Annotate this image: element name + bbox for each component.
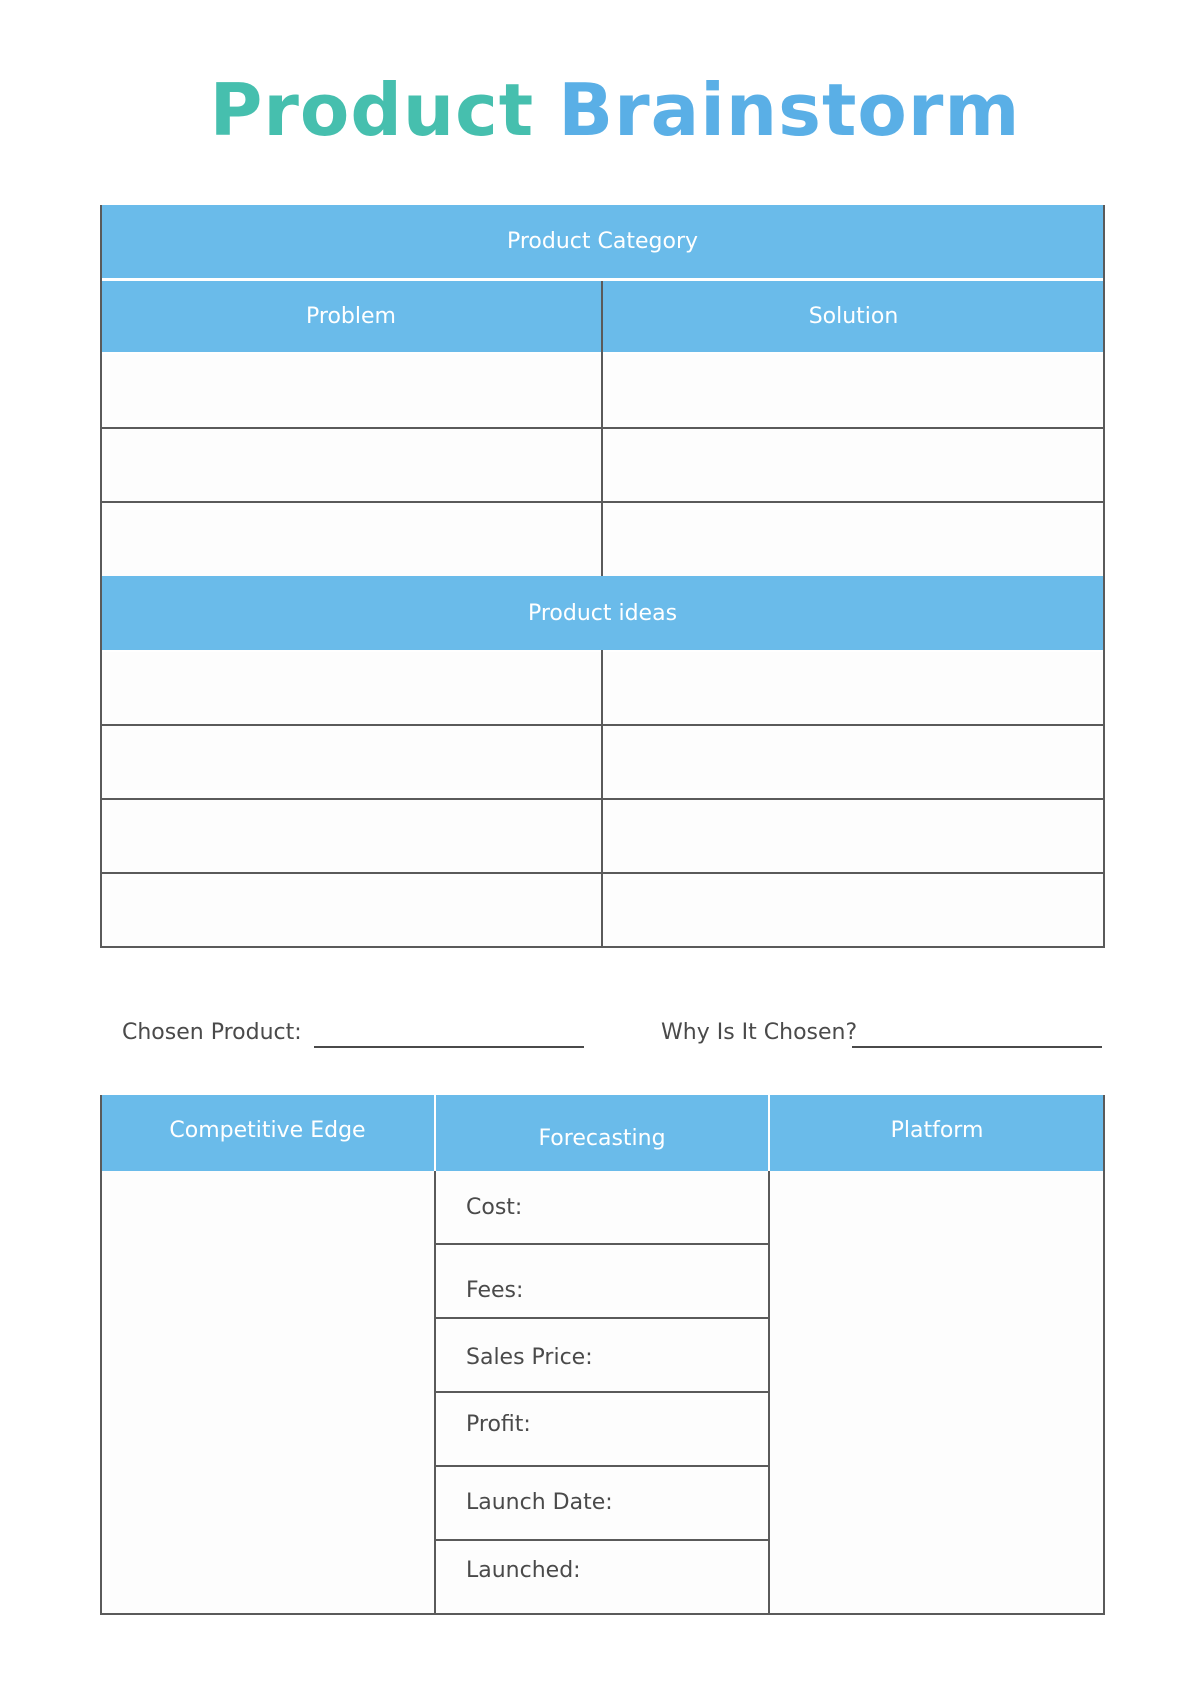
header-divider	[768, 1095, 770, 1171]
forecast-right-border	[768, 1171, 770, 1615]
forecast-label-launch-date: Launch Date:	[466, 1490, 613, 1515]
chosen-product-label: Chosen Product:	[122, 1020, 302, 1045]
idea-cell-2b[interactable]	[603, 726, 1104, 798]
forecast-label-profit: Profit:	[466, 1412, 531, 1437]
forecast-label-cost: Cost:	[466, 1195, 523, 1220]
row-divider	[100, 872, 1105, 874]
product-category-label: Product Category	[506, 229, 699, 254]
row-divider	[100, 798, 1105, 800]
forecast-divider	[434, 1539, 770, 1541]
problem-cell-3[interactable]	[101, 503, 601, 576]
idea-cell-1b[interactable]	[603, 652, 1104, 724]
forecasting-label: Forecasting	[538, 1125, 666, 1151]
idea-cell-3a[interactable]	[101, 800, 601, 872]
forecast-label-fees: Fees:	[466, 1278, 524, 1303]
product-category-header	[101, 205, 1104, 278]
platform-label: Platform	[890, 1117, 984, 1143]
forecast-divider	[434, 1391, 770, 1393]
chosen-product-field[interactable]	[314, 1046, 584, 1048]
page-title	[0, 68, 1200, 152]
forecast-divider	[434, 1317, 770, 1319]
product-ideas-header	[101, 576, 1104, 650]
table-right-border	[1103, 205, 1105, 948]
solution-cell-3[interactable]	[603, 503, 1104, 576]
table-bottom-border	[100, 946, 1105, 948]
row-divider	[100, 724, 1105, 726]
platform-cell[interactable]	[770, 1171, 1104, 1614]
row-divider	[100, 427, 1105, 429]
why-chosen-field[interactable]	[852, 1046, 1102, 1048]
product-ideas-label: Product ideas	[527, 600, 678, 626]
solution-cell-1[interactable]	[603, 354, 1104, 427]
idea-cell-4b[interactable]	[603, 874, 1104, 946]
competitive-edge-cell[interactable]	[101, 1171, 434, 1614]
problem-header	[101, 281, 601, 352]
forecast-label-sales-price: Sales Price:	[466, 1345, 593, 1370]
forecast-divider	[434, 1465, 770, 1467]
bottom-table-left-border	[100, 1095, 102, 1615]
problem-cell-2[interactable]	[101, 429, 601, 501]
idea-cell-4a[interactable]	[101, 874, 601, 946]
solution-cell-2[interactable]	[603, 429, 1104, 501]
solution-header	[603, 281, 1104, 352]
why-chosen-label: Why Is It Chosen?	[661, 1020, 858, 1045]
competitive-edge-label: Competitive Edge	[169, 1117, 366, 1143]
forecast-left-border	[434, 1171, 436, 1615]
forecast-divider	[434, 1243, 770, 1245]
table-left-border	[100, 205, 102, 948]
idea-cell-3b[interactable]	[603, 800, 1104, 872]
platform-header	[770, 1095, 1104, 1171]
forecasting-header	[436, 1095, 768, 1171]
idea-cell-2a[interactable]	[101, 726, 601, 798]
forecast-label-launched: Launched:	[466, 1558, 581, 1583]
row-divider	[100, 501, 1105, 503]
header-divider	[434, 1095, 436, 1171]
bottom-table-right-border	[1103, 1095, 1105, 1615]
problem-cell-1[interactable]	[101, 354, 601, 427]
competitive-edge-header	[101, 1095, 434, 1171]
bottom-table-bottom-border	[100, 1613, 1105, 1615]
solution-label: Solution	[808, 304, 899, 329]
title-word-product: Product	[209, 68, 535, 152]
idea-cell-1a[interactable]	[101, 652, 601, 724]
title-word-brainstorm: Brainstorm	[558, 68, 1021, 152]
problem-label: Problem	[306, 304, 396, 329]
